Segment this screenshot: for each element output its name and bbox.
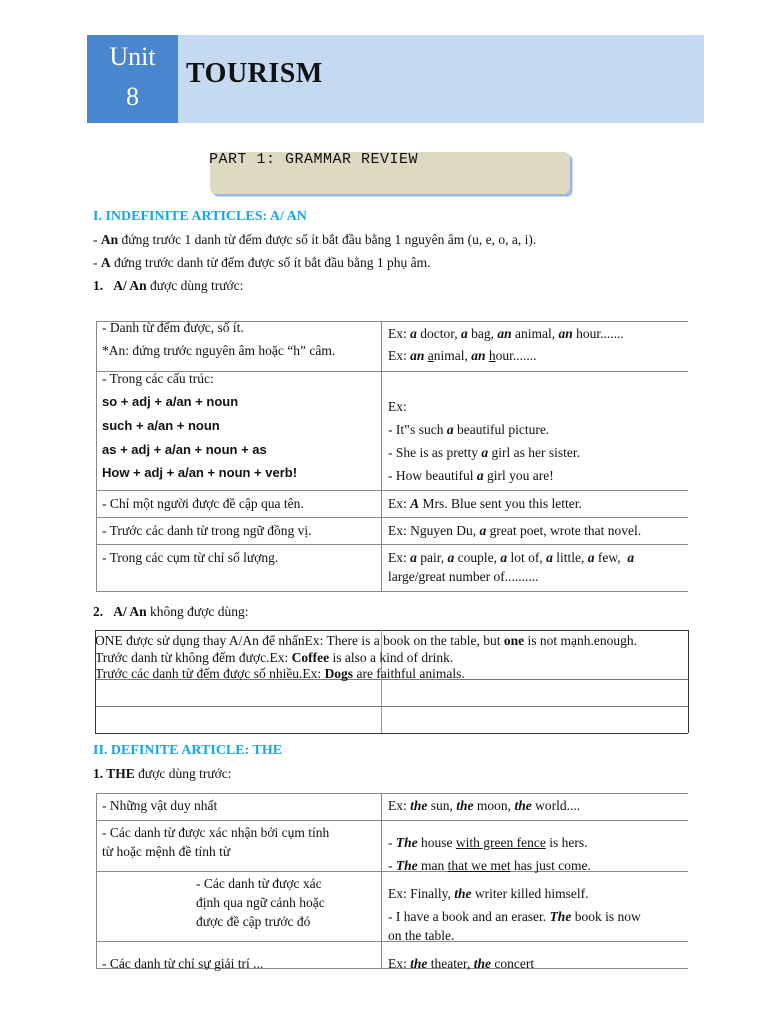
rule-an-text: đứng trước 1 danh từ đếm được số ít bắt đầu bằng 1 nguyên âm (u, e, o, a, i). xyxy=(118,232,537,247)
table-cell: - Các danh từ chỉ sự giải trí ... xyxy=(102,956,264,971)
table-cell: Ex: the sun, the moon, the world.... xyxy=(388,798,581,813)
structure-so: so + adj + a/an + noun xyxy=(102,394,239,409)
table-cell: - The house with green fence is hers. xyxy=(388,835,588,850)
table-cell: định qua ngữ cảnh hoặc xyxy=(196,895,325,910)
table-cell: Ex: Nguyen Du, a great poet, wrote that novel. xyxy=(388,523,642,538)
unit-number: 8 xyxy=(126,82,139,111)
table-cell: - Những vật duy nhất xyxy=(102,798,218,813)
table-cell: Ex: xyxy=(388,399,407,414)
sub1-num: 1. xyxy=(93,278,104,293)
table-cell: Ex: the theater, the concert xyxy=(388,956,535,971)
table-cell: - Các danh từ được xác nhận bởi cụm tính xyxy=(102,825,330,840)
table-cell: Ex: Finally, the writer killed himself. xyxy=(388,886,589,901)
table-cell: - Chỉ một người được đề cập qua tên. xyxy=(102,496,304,511)
table-cell: - Trước các danh từ trong ngữ đồng vị. xyxy=(102,523,312,538)
table-cell: từ hoặc mệnh đề tính từ xyxy=(102,844,231,859)
rule-a-text: đứng trước danh từ đếm được số ít bắt đầu bằng 1 phụ âm. xyxy=(110,255,431,270)
table-cell: - Trong các cụm từ chỉ số lượng. xyxy=(102,550,279,565)
table-cell: - Các danh từ được xác xyxy=(196,876,322,891)
subheading-the: 1. THE được dùng trước: xyxy=(93,766,232,781)
example-as: - She is as pretty a girl as her sister. xyxy=(388,445,580,460)
unit-label: Unit xyxy=(109,42,156,71)
unit-title: TOURISM xyxy=(186,58,323,89)
table-cell: large/great number of.......... xyxy=(388,569,539,584)
table-cell: Ex: a pair, a couple, a lot of, a little, a few, a xyxy=(388,550,635,565)
section-2-heading: II. DEFINITE ARTICLE: THE xyxy=(93,743,283,758)
subheading-2 xyxy=(93,604,248,620)
sub2-bold: A/ An xyxy=(113,604,147,619)
table-cell: - I have a book and an eraser. The book is now xyxy=(388,909,641,924)
table-cell: Ex: A Mrs. Blue sent you this letter. xyxy=(388,496,582,511)
rule-a: - A đứng trước danh từ đếm được số ít bắt đầu bằng 1 phụ âm. xyxy=(93,255,431,270)
table-cell: - Trong các cấu trúc: xyxy=(102,371,214,386)
sub2-num: 2. xyxy=(93,604,104,619)
structure-such: such + a/an + noun xyxy=(102,418,220,433)
section-1-heading: I. INDEFINITE ARTICLES: A/ AN xyxy=(93,209,307,224)
subheading-1 xyxy=(93,278,243,294)
table-cell: Ex: an animal, an hour....... xyxy=(388,348,537,363)
part-title: PART 1: GRAMMAR REVIEW xyxy=(209,151,419,168)
table-cell: - The man that we met has just come. xyxy=(388,858,591,873)
rule-an-word: An xyxy=(100,232,119,247)
table-row: Trước các danh từ đếm được số nhiều.Ex: Dogs are faithful animals. xyxy=(95,666,465,681)
sub2-text: không được dùng: xyxy=(146,604,249,619)
example-how: - How beautiful a girl you are! xyxy=(388,468,554,483)
table-cell: được đề cập trước đó xyxy=(196,914,311,929)
rule-an: - An đứng trước 1 danh từ đếm được số ít bắt đầu bằng 1 nguyên âm (u, e, o, a, i). xyxy=(93,232,537,247)
table-cell: on the table. xyxy=(388,928,455,943)
sub1-bold: A/ An xyxy=(113,278,147,293)
table-row: Trước danh từ không đếm được.Ex: Coffee is also a kind of drink. xyxy=(95,650,454,665)
unit-badge xyxy=(87,35,178,123)
example-such: - It‟s such a beautiful picture. xyxy=(388,422,550,437)
table-row: ONE được sử dụng thay A/An để nhấnEx: There is a book on the table, but one is not mạnh.enough. xyxy=(95,633,637,648)
rule-a-word: A xyxy=(100,255,111,270)
sub1-text: được dùng trước: xyxy=(146,278,244,293)
structure-how: How + adj + a/an + noun + verb! xyxy=(102,465,298,480)
table-row: - Danh từ đếm được, số ít. xyxy=(102,320,244,335)
table-row: *An: đứng trước nguyên âm hoặc “h” câm. xyxy=(102,343,336,358)
table-cell: Ex: a doctor, a bag, an animal, an hour....... xyxy=(388,326,624,341)
structure-as: as + adj + a/an + noun + as xyxy=(102,442,267,457)
